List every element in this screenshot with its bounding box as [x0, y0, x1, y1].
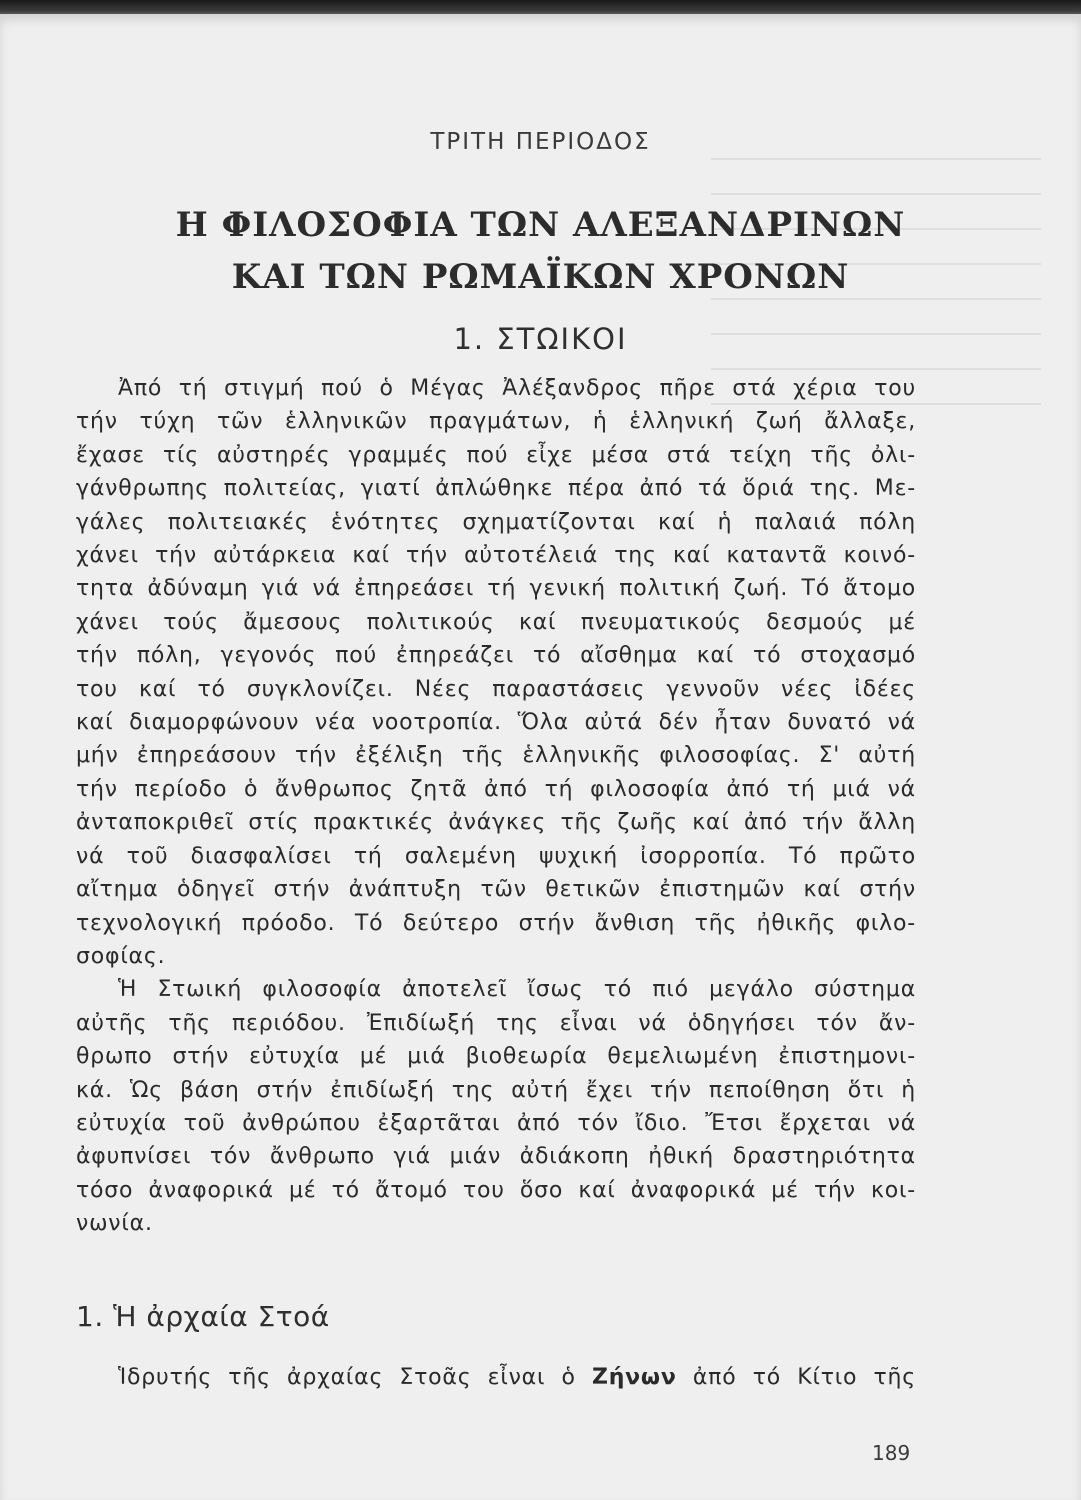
paragraph-1-line-3: ἔχασε τίς αὐστηρές γραμμές πού εἶχε μέσα στά τείχη τῆς ὀλι- — [76, 442, 916, 468]
paragraph-2-line-4: κά. Ὡς βάση στήν ἐπιδίωξή της αὐτή ἔχει τήν πεποίθηση ὅτι ἡ — [76, 1077, 916, 1103]
philosopher-name: Ζήνων — [591, 1365, 677, 1390]
paragraph-1-line-11: καί διαμορφώνουν νέα νοοτροπία. Ὅλα αὐτά δέν ἦταν δυνατό νά — [76, 710, 916, 736]
paragraph-1-line-5: γάλες πολιτειακές ἑνότητες σχηματίζονται καί ἡ παλαιά πόλη — [76, 509, 916, 535]
paragraph-2-line-7: τόσο ἀναφορικά μέ τό ἄτομό του ὅσο καί ἀναφορικά μέ τήν κοι- — [76, 1177, 916, 1203]
paragraph-1-line-2: τήν τύχη τῶν ἑλληνικῶν πραγμάτων, ἡ ἑλληνική ζωή ἄλλαξε, — [76, 409, 916, 435]
paragraph-1-line-8: χάνει τούς ἄμεσους πολιτικούς καί πνευματικούς δεσμούς μέ — [76, 609, 916, 635]
paragraph-2-line-8: νωνία. — [76, 1211, 153, 1237]
paragraph-1-line-4: γάνθρωπης πολιτείας, γιατί ἀπλώθηκε πέρα ἀπό τά ὅριά της. Με- — [76, 476, 916, 502]
paragraph-3-after-name: ἀπό τό Κίτιο τῆς — [676, 1365, 916, 1390]
paragraph-1-line-12: μήν ἐπηρεάσουν τήν ἐξέλιξη τῆς ἑλληνικῆς φιλοσοφίας. Σ' αὐτή — [76, 743, 916, 769]
paragraph-1-line-15: νά τοῦ διασφαλίσει τή σαλεμένη ψυχική ἰσορροπία. Τό πρῶτο — [76, 843, 916, 869]
paragraph-2-line-3: θρωπο στήν εὐτυχία μέ μιά βιοθεωρία θεμελιωμένη ἐπιστημονι- — [76, 1044, 916, 1070]
paragraph-3 — [118, 1361, 916, 1394]
paragraph-1-line-7: τητα ἀδύναμη γιά νά ἐπηρεάσει τή γενική πολιτική ζωή. Τό ἄτομο — [76, 576, 916, 602]
paragraph-2-line-1: Ἡ Στωική φιλοσοφία ἀποτελεῖ ἴσως τό πιό μεγάλο σύστημα — [118, 977, 916, 1003]
page-number: 189 — [872, 1441, 911, 1465]
chapter-title — [0, 199, 1081, 303]
paragraph-3-before-name: Ἱδρυτής τῆς ἀρχαίας Στοᾶς εἶναι ὁ — [118, 1365, 592, 1390]
paragraph-1-line-13: τήν περίοδο ὁ ἄνθρωπος ζητᾶ ἀπό τή φιλοσοφία ἀπό τή μιά νά — [76, 776, 916, 802]
section-title: 1. ΣΤΩΙΚΟΙ — [453, 322, 628, 356]
paragraph-1-line-16: αἴτημα ὁδηγεῖ στήν ἀνάπτυξη τῶν θετικῶν ἐπιστημῶν καί στήν — [76, 877, 916, 903]
paragraph-1-line-10: του καί τό συγκλονίζει. Νέες παραστάσεις γεννοῦν νέες ἰδέες — [76, 676, 916, 702]
paragraph-3-line-1 — [118, 1361, 916, 1394]
paragraph-1-line-17: τεχνολογική πρόοδο. Τό δεύτερο στήν ἄνθιση τῆς ἠθικῆς φιλο- — [76, 910, 916, 936]
main-text — [76, 372, 916, 1241]
paragraph-1-line-9: τήν πόλη, γεγονός πού ἐπηρεάζει τό αἴσθημα καί τό στοχασμό — [76, 643, 916, 669]
subsection-title: 1. Ἡ ἀρχαία Στοά — [76, 1300, 330, 1333]
paragraph-2-line-5: εὐτυχία τοῦ ἀνθρώπου ἐξαρτᾶται ἀπό τόν ἴδιο. Ἔτσι ἔρχεται νά — [76, 1110, 916, 1136]
paragraph-1-line-6: χάνει τήν αὐτάρκεια καί τήν αὐτοτέλειά της καί καταντᾶ κοινό- — [76, 543, 916, 569]
paragraph-1-line-18: σοφίας. — [76, 943, 166, 969]
paragraph-2 — [76, 973, 916, 1240]
paragraph-1 — [76, 372, 916, 973]
paragraph-1-line-1: Ἀπό τή στιγμή πού ὁ Μέγας Ἀλέξανδρος πῆρε στά χέρια του — [118, 376, 916, 401]
chapter-title-line-2: ΚΑΙ ΤΩΝ ΡΩΜΑΪΚΩΝ ΧΡΟΝΩΝ — [231, 257, 850, 297]
chapter-title-line-1: Η ΦΙΛΟΣΟΦΙΑ ΤΩΝ ΑΛΕΞΑΝΔΡΙΝΩΝ — [175, 205, 906, 245]
paragraph-2-line-6: ἀφυπνίσει τόν ἄνθρωπο γιά μιάν ἀδιάκοπη ἠθική δραστηριότητα — [76, 1144, 916, 1170]
paragraph-2-line-2: αὐτῆς τῆς περιόδου. Ἐπιδίωξή της εἶναι νά ὁδηγήσει τόν ἄν- — [76, 1010, 916, 1036]
running-head: ΤΡΙΤΗ ΠΕΡΙΟΔΟΣ — [430, 129, 651, 155]
book-page — [0, 14, 1081, 1500]
paragraph-1-line-14: ἀνταποκριθεῖ στίς πρακτικές ἀνάγκες τῆς ζωῆς καί ἀπό τήν ἄλλη — [76, 810, 916, 836]
